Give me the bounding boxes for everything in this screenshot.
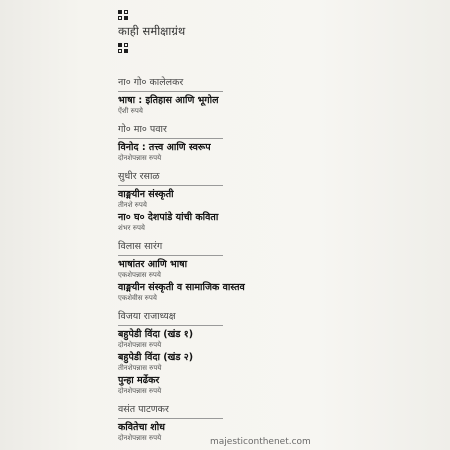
author-group [118,171,438,233]
book-price: दोनशेपन्नास रुपये [118,387,162,395]
author-group [118,241,438,303]
book-title: भाषा : इतिहास आणि भूगोल [118,95,219,106]
divider [118,255,223,256]
book-title: पुन्हा मर्ढेकर [118,375,160,386]
book-title: ना० घ० देशपांडे यांची कविता [118,212,219,223]
divider [118,91,223,92]
divider [118,418,223,419]
author-name: गो० मा० पवार [118,124,167,135]
website-watermark: majesticonthenet.com [210,437,311,447]
book-price: दोनशेपन्नास रुपये [118,341,162,349]
book-price: एकशेवीस रुपये [118,294,157,302]
author-name: वसंत पाटणकर [118,404,169,415]
ornament-icon [118,10,129,21]
divider [118,138,223,139]
divider [118,325,223,326]
book-title: बहुपेडी विंदा (खंड २) [118,352,194,363]
author-group [118,77,438,116]
page-title: काही समीक्षाग्रंथ [118,24,186,38]
book-price: ऐंशी रुपये [118,107,143,115]
book-price: तीनशे रुपये [118,201,147,209]
book-title: वाङ्मयीन संस्कृती व सामाजिक वास्तव [118,282,245,293]
author-group [118,311,438,396]
author-name: विलास सारंग [118,241,163,252]
book-price: दोनशेपन्नास रुपये [118,154,162,162]
book-title: बहुपेडी विंदा (खंड १) [118,329,194,340]
author-name: विजया राजाध्यक्ष [118,311,176,322]
book-title: वाङ्मयीन संस्कृती [118,189,174,200]
book-price: एकशेपन्नास रुपये [118,271,161,279]
book-title: कवितेचा शोध [118,422,166,433]
divider [118,185,223,186]
author-name: सुधीर रसाळ [118,171,160,182]
book-title: विनोद : तत्त्व आणि स्वरूप [118,142,211,153]
book-title: भाषांतर आणि भाषा [118,259,188,270]
book-price: शंभर रुपये [118,224,145,232]
book-price: तीनशेपन्नास रुपये [118,364,162,372]
author-name: ना० गो० कालेलकर [118,77,184,88]
book-price: दोनशेपन्नास रुपये [118,434,162,442]
ornament-icon [118,43,129,54]
author-group [118,124,438,163]
book-list [118,10,438,445]
